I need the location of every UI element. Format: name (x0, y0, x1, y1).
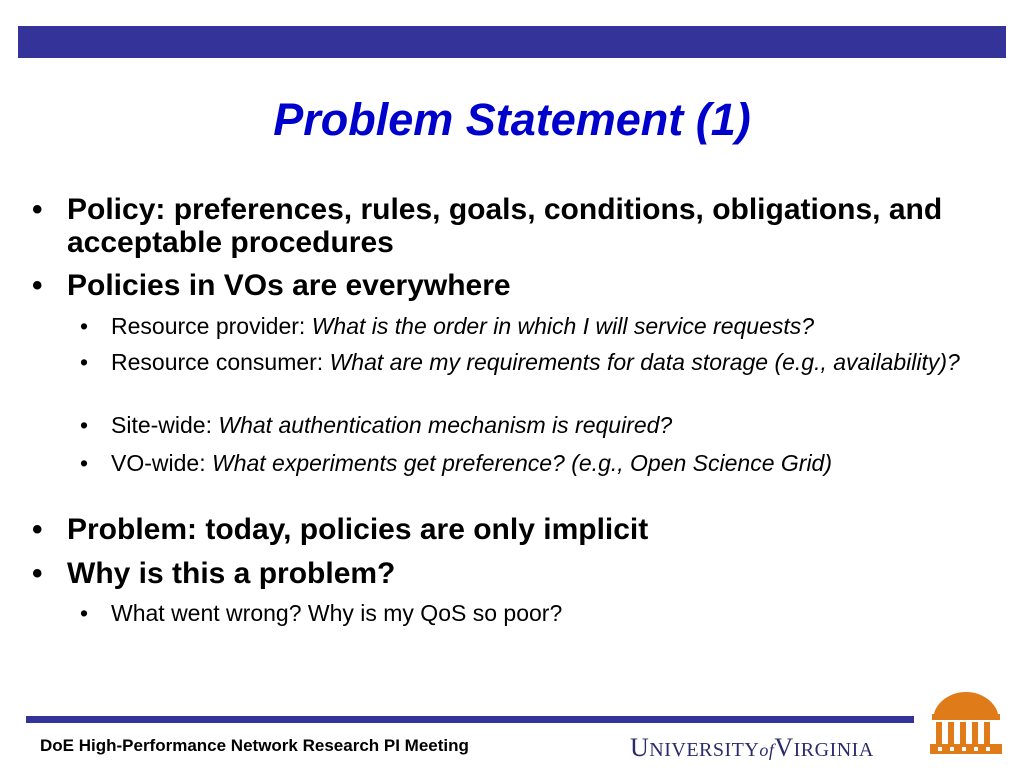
bullet-text: What went wrong? Why is my QoS so poor? (111, 600, 563, 626)
university-of-virginia-logo: UNIVERSITYofVIRGINIA (630, 733, 874, 762)
bullet-text: Why is this a problem? (67, 557, 396, 590)
top-accent-bar (18, 26, 1006, 58)
bullet-text: Policies in VOs are everywhere (67, 269, 511, 302)
bullet-text: VO-wide: What experiments get preference? (e.g., Open Science Grid) (111, 450, 833, 476)
footer-text: DoE High-Performance Network Research PI Meeting (40, 736, 469, 755)
bottom-accent-bar (26, 716, 914, 723)
bullet-text: Problem: today, policies are only implicit (67, 513, 649, 546)
slide-title: Problem Statement (1) (273, 94, 751, 145)
bullet-text: Policy: preferences, rules, goals, conditions, obligations, and acceptable procedures (67, 193, 943, 259)
bullet-text: Resource consumer: What are my requirements for data storage (e.g., availability)? (111, 349, 960, 375)
rotunda-icon (926, 690, 1006, 756)
bullet-text: Site-wide: What authentication mechanism is required? (111, 412, 673, 438)
bullet-text: Resource provider: What is the order in which I will service requests? (111, 313, 815, 339)
